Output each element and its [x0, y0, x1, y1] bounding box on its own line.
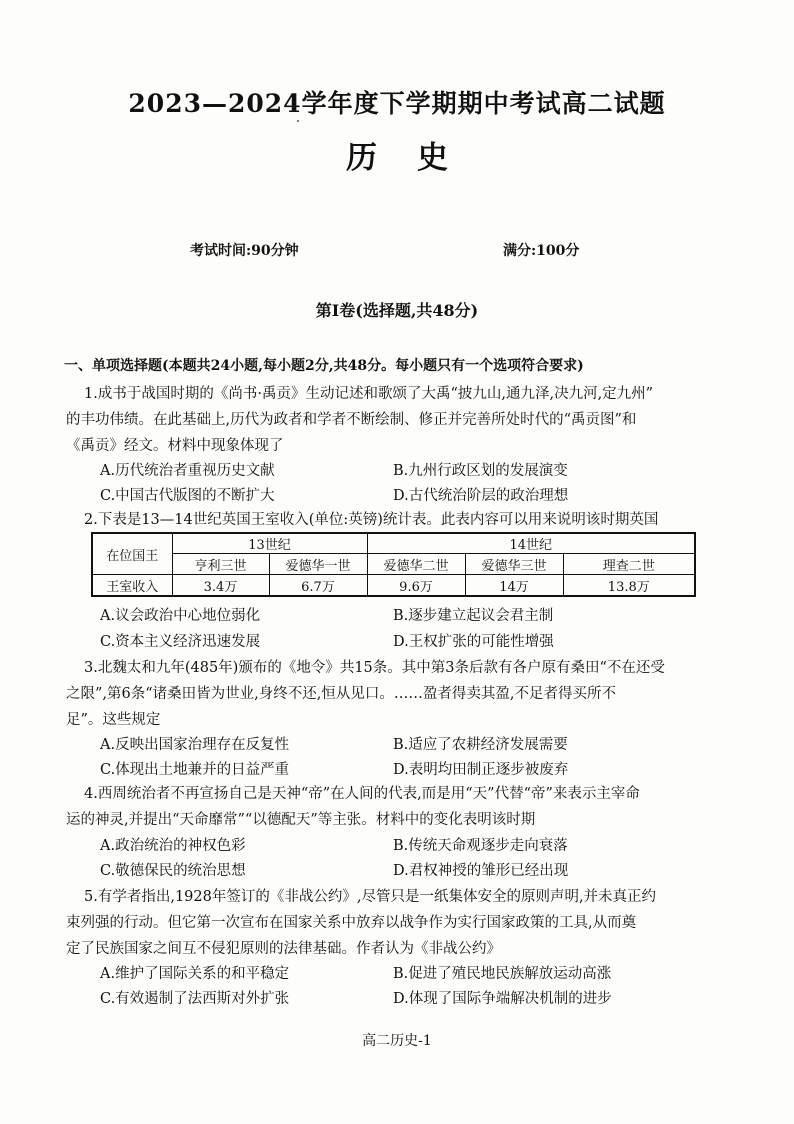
revenue-value: 3.4万	[172, 575, 269, 597]
question-text-line: 3.北魏太和九年(485年)颁布的《地令》共15条。其中第3条后款有各户原有桑田“不在还受	[84, 660, 665, 676]
question-text-line: 《禹贡》经文。材料中现象体现了	[66, 438, 284, 454]
question-text-line: 的丰功伟绩。在此基础上,历代为政者和学者不断绘制、修正并完善所处时代的“禹贡图”和	[66, 412, 637, 428]
option-b: B.九州行政区划的发展演变	[393, 463, 568, 479]
option-c: C.中国古代版图的不断扩大	[100, 488, 275, 504]
question-text-line: 5.有学者指出,1928年签订的《非战公约》,尽管只是一纸集体安全的原则声明,并未真正约	[84, 889, 657, 905]
revenue-value: 6.7万	[269, 575, 367, 597]
option-a: A.反映出国家治理存在反复性	[100, 737, 290, 753]
option-c: C.资本主义经济迅速发展	[100, 634, 261, 650]
century-13-header: 13世纪	[172, 533, 367, 554]
question-text-line: 运的神灵,并提出“天命靡常”“以德配天”等主张。材料中的变化表明该时期	[66, 812, 536, 828]
option-d: D.体现了国际争端解决机制的进步	[393, 991, 612, 1007]
option-b: B.适应了农耕经济发展需要	[393, 737, 568, 753]
option-c: C.体现出土地兼并的日益严重	[100, 762, 290, 778]
question-text-line: 定了民族国家之间互不侵犯原则的法律基础。作者认为《非战公约》	[66, 941, 501, 957]
option-d: D.表明均田制正逐步被废弃	[393, 762, 569, 778]
option-d: D.君权神授的雏形已经出现	[393, 863, 569, 879]
volume-heading: 第Ⅰ卷(选择题,共48分)	[315, 301, 479, 320]
option-d: D.王权扩张的可能性增强	[393, 634, 554, 650]
question-text-line: 之限”,第6条“诸桑田皆为世业,身终不还,恒从见口。……盈者得卖其盈,不足者得买所不	[66, 686, 616, 702]
exam-time: 考试时间:90分钟	[190, 243, 299, 259]
revenue-value: 9.6万	[367, 575, 465, 597]
section-heading: 一、单项选择题(本题共24小题,每小题2分,共48分。每小题只有一个选项符合要求)	[64, 358, 584, 374]
option-c: C.敬德保民的统治思想	[100, 863, 246, 879]
question-text-line: 束列强的行动。但它第一次宣布在国家关系中放弃以战争作为实行国家政策的工具,从而奠	[66, 915, 637, 931]
revenue-value: 14万	[465, 575, 563, 597]
exam-title: 2023—2024学年度下学期期中考试高二试题	[128, 89, 666, 118]
century-14-header: 14世纪	[367, 533, 695, 554]
revenue-value: 13.8万	[563, 575, 695, 597]
option-b: B.促进了殖民地民族解放运动高涨	[393, 966, 612, 982]
option-c: C.有效遏制了法西斯对外扩张	[100, 991, 290, 1007]
option-b: B.逐步建立起议会君主制	[393, 608, 554, 624]
king-name: 亨利三世	[172, 554, 269, 575]
king-name: 爱德华三世	[465, 554, 563, 575]
option-d: D.古代统治阶层的政治理想	[393, 488, 569, 504]
full-score: 满分:100分	[503, 243, 580, 259]
question-text-line: 2.下表是13—14世纪英国王室收入(单位:英镑)统计表。此表内容可以用来说明该时期英国	[84, 512, 659, 528]
page-footer: 高二历史-1	[362, 1033, 432, 1049]
option-a: A.议会政治中心地位弱化	[100, 608, 261, 624]
scan-speck	[297, 120, 299, 122]
option-b: B.传统天命观逐步走向衰落	[393, 838, 568, 854]
royal-revenue-table	[91, 532, 696, 597]
king-name: 爱德华二世	[367, 554, 465, 575]
option-a: A.维护了国际关系的和平稳定	[100, 966, 290, 982]
table-corner-header: 在位国王	[92, 533, 172, 575]
subject-title: 历史	[346, 140, 488, 176]
question-text-line: 足”。这些规定	[66, 712, 161, 728]
question-text-line: 1.成书于战国时期的《尚书·禹贡》生动记述和歌颂了大禹“披九山,通九泽,决九河,定九州”	[84, 386, 654, 402]
option-a: A.历代统治者重视历史文献	[100, 463, 275, 479]
king-name: 爱德华一世	[269, 554, 367, 575]
question-text-line: 4.西周统治者不再宣扬自己是天神“帝”在人间的代表,而是用“天”代替“帝”来表示主宰命	[84, 786, 640, 802]
king-name: 理查二世	[563, 554, 695, 575]
row-label: 王室收入	[92, 575, 172, 597]
option-a: A.政治统治的神权色彩	[100, 838, 246, 854]
